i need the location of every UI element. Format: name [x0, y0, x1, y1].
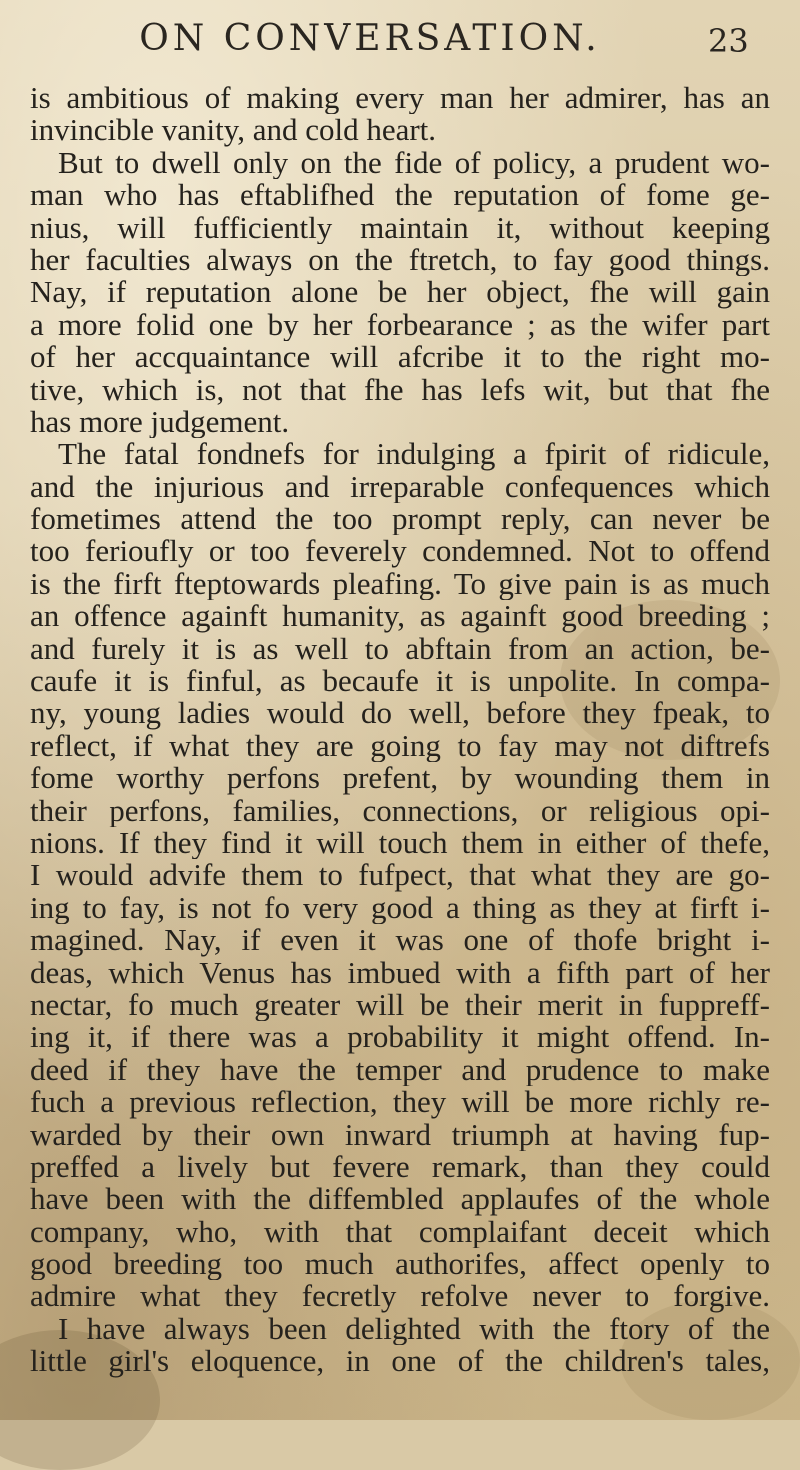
text-line: is the firft fteptowards pleafing. To give pain is as much: [30, 567, 770, 601]
text-line: nius, will fufficiently maintain it, without keeping: [30, 211, 770, 244]
text-line: warded by their own inward triumph at having fup-: [30, 1118, 770, 1151]
text-line: too ferioufly or too feverely condemned. Not to offend: [30, 535, 770, 568]
text-line: Nay, if reputation alone be her object, fhe will gain: [30, 276, 770, 309]
text-line: fuch a previous reflection, they will be more richly re-: [30, 1086, 770, 1119]
text-line: nectar, fo much greater will be their merit in fuppreff-: [30, 988, 770, 1022]
text-line: of her accquaintance will afcribe it to the right mo-: [30, 341, 770, 374]
text-line: nions. If they find it will touch them in either of thefe,: [30, 826, 770, 860]
text-line: preffed a lively but fevere remark, than they could: [30, 1150, 770, 1184]
text-line: ing to fay, is not fo very good a thing as they at firft i-: [30, 891, 770, 925]
text-line: their perfons, families, connections, or religious opi-: [30, 794, 770, 827]
body-text: [30, 82, 770, 1378]
text-line: fometimes attend the too prompt reply, can never be: [30, 503, 770, 536]
text-line: a more folid one by her forbearance ; as the wifer part: [30, 308, 770, 342]
text-line: an offence againft humanity, as againft good breeding ;: [30, 600, 770, 633]
text-line: has more judgement.: [30, 405, 290, 439]
text-line: is ambitious of making every man her admirer, has an: [30, 82, 770, 115]
text-line: ing it, if there was a probability it might offend. In-: [30, 1021, 770, 1054]
text-line: admire what they fecretly refolve never to forgive.: [30, 1280, 770, 1313]
text-line: tive, which is, not that fhe has lefs wit, but that fhe: [30, 373, 770, 406]
text-line: her faculties always on the ftretch, to fay good things.: [30, 243, 770, 277]
text-line: The fatal fondnefs for indulging a fpirit of ridicule,: [58, 438, 770, 471]
text-line: fome worthy perfons prefent, by wounding them in: [30, 762, 770, 795]
page-number: 23: [708, 22, 749, 60]
page-header: [0, 10, 800, 70]
text-line: magined. Nay, if even it was one of thofe bright i-: [30, 924, 770, 957]
running-head: ON CONVERSATION.: [139, 18, 601, 59]
text-line: ny, young ladies would do well, before they fpeak, to: [30, 697, 770, 730]
text-line: good breeding too much authorifes, affect openly to: [30, 1248, 770, 1281]
text-line: I would advife them to fufpect, that what they are go-: [30, 859, 770, 892]
text-line: I have always been delighted with the ftory of the: [58, 1312, 770, 1346]
text-line: and furely it is as well to abftain from an action, be-: [30, 632, 770, 666]
text-line: company, who, with that complaifant deceit which: [30, 1215, 770, 1249]
text-line: little girl's eloquence, in one of the children's tales,: [30, 1345, 770, 1378]
text-line: But to dwell only on the fide of policy, a prudent wo-: [58, 146, 770, 180]
text-line: have been with the diffembled applaufes of the whole: [30, 1183, 770, 1216]
text-line: deas, which Venus has imbued with a fifth part of her: [30, 956, 770, 989]
text-line: caufe it is finful, as becaufe it is unpolite. In compa-: [30, 665, 770, 698]
text-line: and the injurious and irreparable confequences which: [30, 470, 770, 504]
text-line: invincible vanity, and cold heart.: [30, 114, 437, 147]
text-line: man who has eftablifhed the reputation of fome ge-: [30, 179, 770, 212]
text-line: deed if they have the temper and prudence to make: [30, 1053, 770, 1087]
text-line: reflect, if what they are going to fay may not diftrefs: [30, 729, 770, 763]
